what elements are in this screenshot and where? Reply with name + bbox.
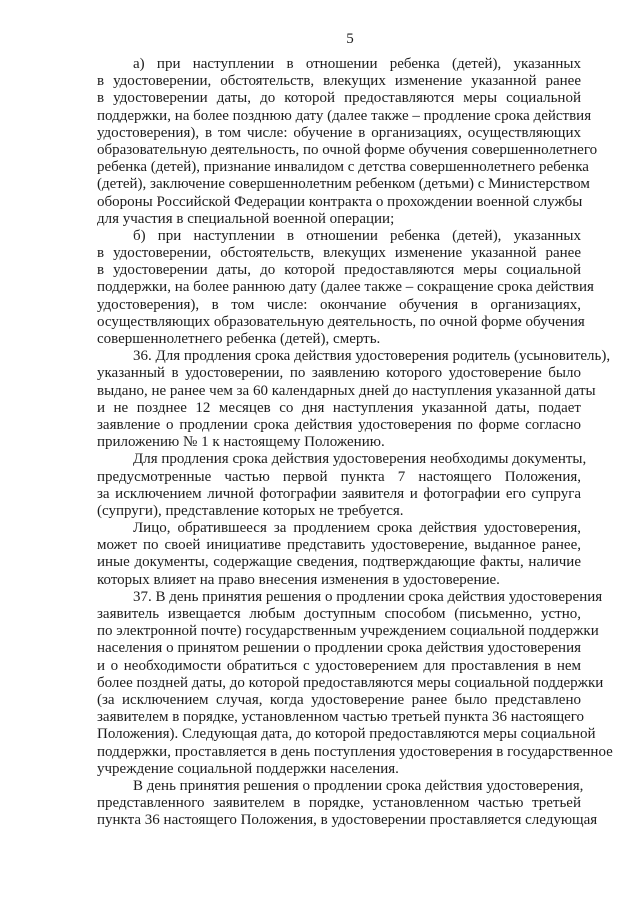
text-line: в удостоверении даты, до которой предоставляются меры социальной bbox=[97, 90, 581, 107]
paragraph bbox=[97, 451, 587, 520]
paragraph bbox=[97, 588, 613, 778]
page-number: 5 bbox=[346, 31, 354, 47]
text-line: совершеннолетнего ребенка (детей), смерть. bbox=[97, 331, 381, 347]
text-line: и о необходимости обратиться с удостоверением для проставления в нем bbox=[97, 657, 581, 674]
text-line: Для продления срока действия удостоверения необходимы документы, bbox=[133, 451, 587, 468]
text-line: населения о принятом решении о продлении срока действия удостоверения bbox=[97, 640, 581, 657]
text-line: (за исключением случая, когда удостоверение ранее было представлено bbox=[97, 691, 581, 708]
text-line: удостоверения), в том числе: окончание обучения в организациях, bbox=[97, 296, 581, 313]
text-line: заявителем в порядке, установленном частью третьей пункта 36 настоящего bbox=[97, 709, 585, 726]
text-line: иные документы, содержащие сведения, подтверждающие факты, наличие bbox=[97, 554, 581, 571]
paragraph bbox=[97, 56, 598, 228]
text-line: приложению № 1 к настоящему Положению. bbox=[97, 434, 385, 451]
text-line: поддержки, проставляется в день поступления удостоверения в государственное bbox=[97, 743, 613, 760]
document-body bbox=[97, 56, 613, 829]
text-line: поддержки, на более позднюю дату (далее также – продление срока действия bbox=[97, 107, 592, 124]
text-line: удостоверения), в том числе: обучение в организациях, осуществляющих bbox=[97, 124, 581, 141]
text-line: Положения). Следующая дата, до которой предоставляются меры социальной bbox=[97, 726, 596, 743]
text-line: в удостоверении, обстоятельств, влекущих изменение указанной ранее bbox=[97, 73, 581, 90]
text-line: б) при наступлении в отношении ребенка (детей), указанных bbox=[133, 227, 581, 244]
text-line: предусмотренные частью первой пункта 7 настоящего Положения, bbox=[97, 468, 581, 485]
text-line: образовательную деятельность, по очной форме обучения совершеннолетнего bbox=[97, 141, 598, 158]
text-line: выдано, не ранее чем за 60 календарных дней до наступления указанной даты bbox=[97, 382, 596, 399]
text-line: Лицо, обратившееся за продлением срока действия удостоверения, bbox=[133, 520, 581, 537]
text-line: в удостоверении даты, до которой предоставляются меры социальной bbox=[97, 262, 581, 279]
text-line: пункта 36 настоящего Положения, в удостоверении проставляется следующая bbox=[97, 812, 598, 829]
text-line: 36. Для продления срока действия удостоверения родитель (усыновитель), bbox=[133, 348, 611, 365]
text-line: по электронной почте) государственным учреждением социальной поддержки bbox=[97, 623, 599, 640]
text-line: для участия в специальной военной операции; bbox=[97, 210, 395, 227]
text-line: которых влияет на право внесения изменения в удостоверение. bbox=[97, 571, 500, 588]
text-line: заявление о продлении срока действия удостоверения по форме согласно bbox=[97, 416, 581, 433]
text-line: указанный в удостоверении, по заявлению которого удостоверение было bbox=[97, 365, 581, 382]
text-line: В день принятия решения о продлении срока действия удостоверения, bbox=[133, 777, 584, 794]
text-line: осуществляющих образовательную деятельность, по очной форме обучения bbox=[97, 313, 585, 330]
paragraph bbox=[97, 520, 581, 589]
paragraph bbox=[97, 227, 594, 348]
text-line: учреждение социальной поддержки населения. bbox=[97, 760, 399, 777]
text-line: представленного заявителем в порядке, установленном частью третьей bbox=[97, 795, 581, 812]
text-line: более поздней даты, до которой предоставляются меры социальной поддержки bbox=[97, 674, 604, 691]
text-line: может по своей инициативе представить удостоверение, выданное ранее, bbox=[97, 537, 581, 554]
paragraph bbox=[97, 348, 611, 451]
text-line: а) при наступлении в отношении ребенка (детей), указанных bbox=[133, 56, 581, 72]
text-line: в удостоверении, обстоятельств, влекущих изменение указанной ранее bbox=[97, 245, 581, 262]
text-line: (супруги), представление которых не требуется. bbox=[97, 502, 404, 519]
text-line: и не позднее 12 месяцев со дня наступления указанной даты, подает bbox=[97, 399, 581, 416]
text-line: (детей), заключение совершеннолетним ребенком (детьми) с Министерством bbox=[97, 176, 590, 193]
text-line: 37. В день принятия решения о продлении срока действия удостоверения bbox=[133, 588, 603, 605]
text-line: обороны Российской Федерации контракта о прохождении военной службы bbox=[97, 193, 583, 210]
text-line: поддержки, на более раннюю дату (далее также – сокращение срока действия bbox=[97, 279, 594, 296]
text-line: ребенка (детей), признание инвалидом с детства совершеннолетнего ребенка bbox=[97, 159, 589, 176]
text-line: за исключением личной фотографии заявителя и фотографии его супруга bbox=[97, 485, 581, 502]
text-line: заявитель извещается любым доступным способом (письменно, устно, bbox=[97, 606, 581, 622]
paragraph bbox=[97, 777, 598, 830]
